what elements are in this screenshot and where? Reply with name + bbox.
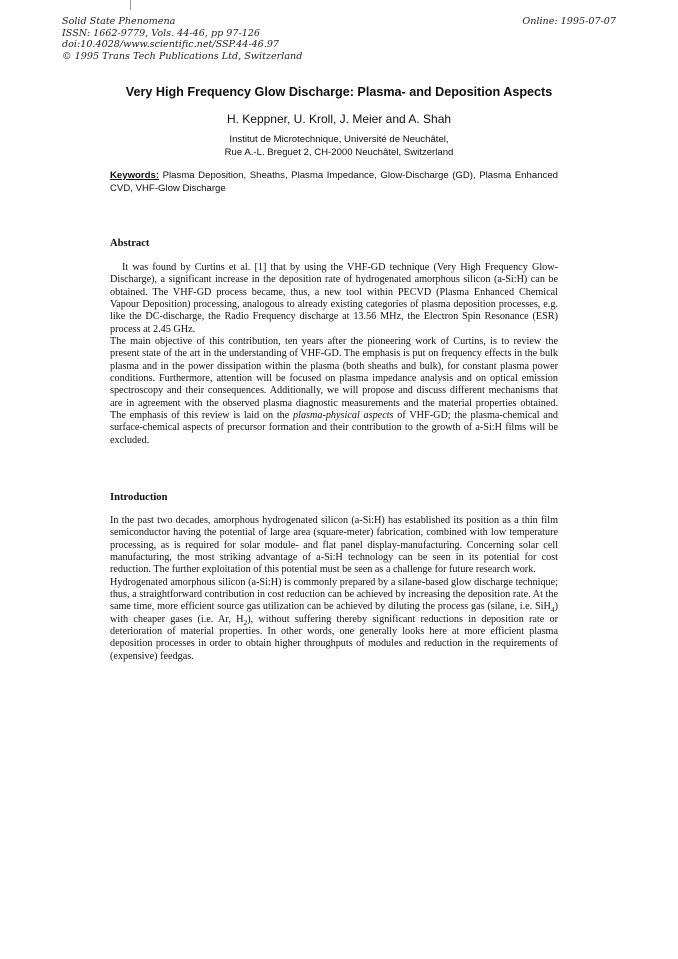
paper-authors: H. Keppner, U. Kroll, J. Meier and A. Shah bbox=[226, 112, 452, 126]
journal-meta bbox=[62, 16, 302, 62]
intro-p2-sub-1: 4 bbox=[550, 605, 555, 615]
abstract-heading: Abstract bbox=[110, 238, 150, 249]
journal-copyright: © 1995 Trans Tech Publications Ltd, Switzerland bbox=[62, 50, 303, 62]
abstract-p2-tail: of VHF-GD; the plasma-chemical and surface-chemical aspects of precursor formation and their contribution to the growth of a-Si:H films will be excluded. bbox=[110, 410, 559, 446]
intro-p2-text-3: ), without suffering thereby significant reductions in deposition rate or deterioration of material properties. In other words, one generally looks here at more efficient plasma deposition processes in order to obtain higher throughputs of modules and reduction in the requirements of (expensive) feedgas. bbox=[110, 613, 558, 662]
online-date: Online: 1995-07-07 bbox=[522, 16, 616, 27]
journal-doi[interactable]: doi:10.4028/www.scientific.net/SSP.44-46.97 bbox=[62, 39, 280, 51]
abstract-paragraph-2 bbox=[110, 336, 558, 447]
abstract-paragraph-1: It was found by Curtins et al. [1] that by using the VHF-GD technique (Very High Frequency Glow-Discharge), a significant increase in the deposition rate of hydrogenated amorphous silicon (a-Si:H) can be obtained. The VHF-GD process became, thus, a new tool within PECVD (Plasma Enhanced Chemical Vapour Deposition) processing, analogous to already existing categories of plasma deposition processes, e.g. like the DC-discharge, the Radio Frequency discharge at 13.56 MHz, the Electron Spin Resonance (ESR) process at 2.45 GHz. bbox=[110, 262, 558, 335]
keywords bbox=[110, 170, 558, 195]
affiliation-line-1: Institut de Microtechnique, Université de Neuchâtel, bbox=[229, 134, 449, 145]
paper-title: Very High Frequency Glow Discharge: Plasma- and Deposition Aspects bbox=[125, 85, 553, 99]
intro-p2-sub-2: 2 bbox=[243, 617, 248, 627]
introduction-body bbox=[110, 515, 558, 663]
abstract-p2-text: The main objective of this contribution, ten years after the pioneering work of Curtins, is to review the present state of the art in the understanding of VHF-GD. The emphasis is put on frequency effects in the bulk plasma and in the power dissipation within the plasma (both sheaths and bulk), for constant plasma power conditions. Furthermore, attention will be focused on plasma impedance analysis and on optical emission spectroscopy and their consequences. Additionally, we will propose and discuss different mechanisms that are in agreement with the observed plasma diagnostic measurements and the material properties obtained. The emphasis of this review is laid on the bbox=[110, 336, 558, 422]
crop-mark bbox=[130, 0, 131, 10]
abstract-body bbox=[110, 262, 558, 447]
affiliation bbox=[0, 134, 678, 159]
introduction-paragraph-2 bbox=[110, 577, 558, 663]
keywords-label: Keywords: bbox=[110, 170, 160, 181]
abstract-p2-emphasis: plasma-physical aspects bbox=[293, 410, 394, 422]
intro-p2-text-2: ) with cheaper gases (i.e. Ar, H bbox=[110, 601, 558, 625]
keywords-list: Plasma Deposition, Sheaths, Plasma Impedance, Glow-Discharge (GD), Plasma Enhanced CVD, VHF-Glow Discharge bbox=[110, 170, 558, 194]
journal-name: Solid State Phenomena bbox=[62, 16, 176, 27]
journal-issn: ISSN: 1662-9779, Vols. 44-46, pp 97-126 bbox=[62, 27, 261, 39]
affiliation-line-2: Rue A.-L. Breguet 2, CH-2000 Neuchâtel, Switzerland bbox=[224, 146, 454, 158]
introduction-paragraph-1: In the past two decades, amorphous hydrogenated silicon (a-Si:H) has established its position as a thin film semiconductor having the potential of large area (square-meter) fabrication, combined with low temperature processing, as is required for solar module- and flat panel display-manufacturing. Concerning solar cell manufacturing, the most striking advantage of a-Si:H technology can be seen in its potential for cost reduction. The further exploitation of this potential must be seen as a challenge for future research work. bbox=[110, 515, 558, 576]
intro-p2-text: Hydrogenated amorphous silicon (a-Si:H) is commonly prepared by a silane-based glow discharge technique; thus, a straightforward contribution in cost reduction can be achieved by increasing the deposition rate. At the same time, more efficient source gas utilization can be achieved by diluting the process gas (silane, i.e. SiH bbox=[110, 576, 558, 613]
introduction-heading: Introduction bbox=[110, 492, 168, 503]
